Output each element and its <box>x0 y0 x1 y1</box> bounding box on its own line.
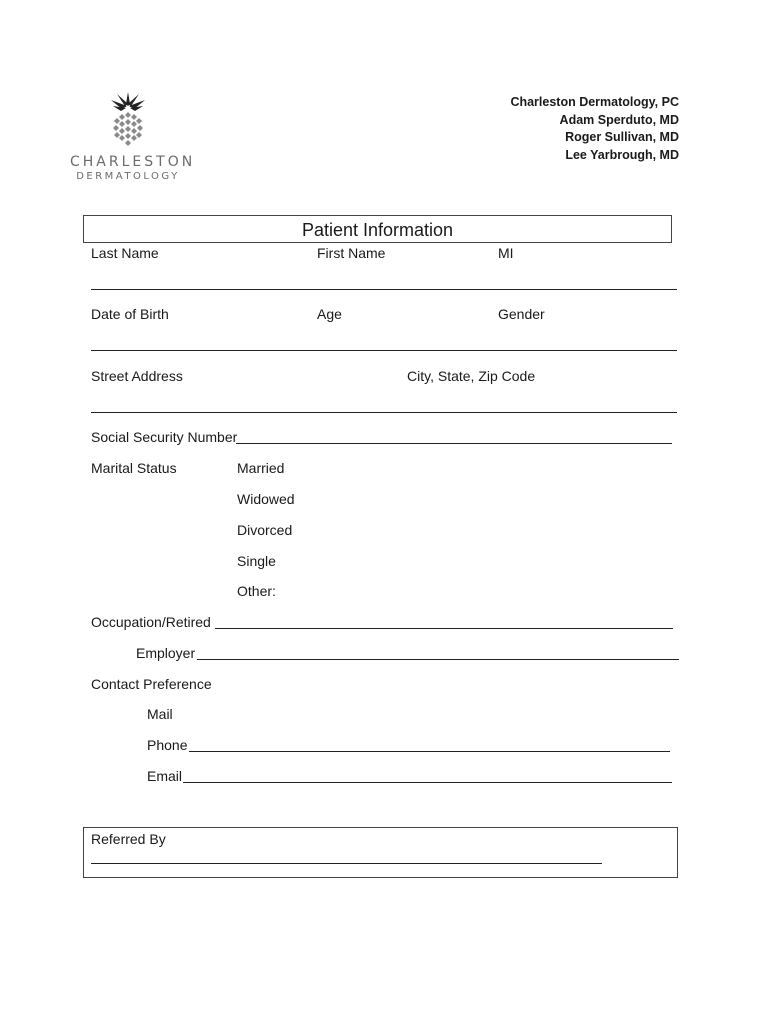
form-title-box <box>83 215 672 243</box>
ssn-label: Social Security Number <box>91 429 238 445</box>
form-title: Patient Information <box>301 220 454 240</box>
marital-option-married[interactable]: Married <box>237 460 285 476</box>
marital-status-label: Marital Status <box>91 460 177 476</box>
logo <box>70 90 196 186</box>
doctor-name: Lee Yarbrough, MD <box>565 147 679 162</box>
name-line[interactable] <box>91 289 677 290</box>
practice-info <box>419 94 679 164</box>
contact-preference-label: Contact Preference <box>91 676 212 692</box>
dob-label: Date of Birth <box>91 306 169 322</box>
marital-option-widowed[interactable]: Widowed <box>237 491 295 507</box>
practice-name: Charleston Dermatology, PC <box>510 95 679 109</box>
logo-name-line1: CHARLESTON <box>70 154 196 170</box>
contact-option-mail[interactable]: Mail <box>147 706 173 722</box>
doctor-name: Roger Sullivan, MD <box>565 130 679 144</box>
first-name-label: First Name <box>317 245 386 261</box>
last-name-label: Last Name <box>91 245 159 261</box>
dob-line[interactable] <box>91 350 677 351</box>
logo-name-line2: DERMATOLOGY <box>76 171 180 182</box>
referred-by-line[interactable] <box>91 863 602 864</box>
contact-option-phone[interactable]: Phone <box>147 737 188 753</box>
pineapple-icon <box>107 90 149 150</box>
age-label: Age <box>317 306 342 322</box>
marital-option-single[interactable]: Single <box>237 553 276 569</box>
gender-label: Gender <box>498 306 545 322</box>
marital-option-divorced[interactable]: Divorced <box>237 522 293 538</box>
city-state-zip-label: City, State, Zip Code <box>407 368 536 384</box>
referred-by-label: Referred By <box>91 831 166 847</box>
email-line[interactable] <box>183 782 672 783</box>
address-line[interactable] <box>91 412 677 413</box>
occupation-line[interactable] <box>215 628 673 629</box>
middle-initial-label: MI <box>498 245 514 261</box>
phone-line[interactable] <box>189 751 670 752</box>
referred-by-box <box>83 827 678 878</box>
ssn-line[interactable] <box>236 443 672 444</box>
marital-option-other[interactable]: Other: <box>237 583 276 599</box>
street-address-label: Street Address <box>91 368 183 384</box>
contact-option-email[interactable]: Email <box>147 768 183 784</box>
doctor-name: Adam Sperduto, MD <box>559 112 679 127</box>
occupation-label: Occupation/Retired <box>91 614 211 630</box>
employer-label: Employer <box>136 645 196 661</box>
employer-line[interactable] <box>197 659 679 660</box>
